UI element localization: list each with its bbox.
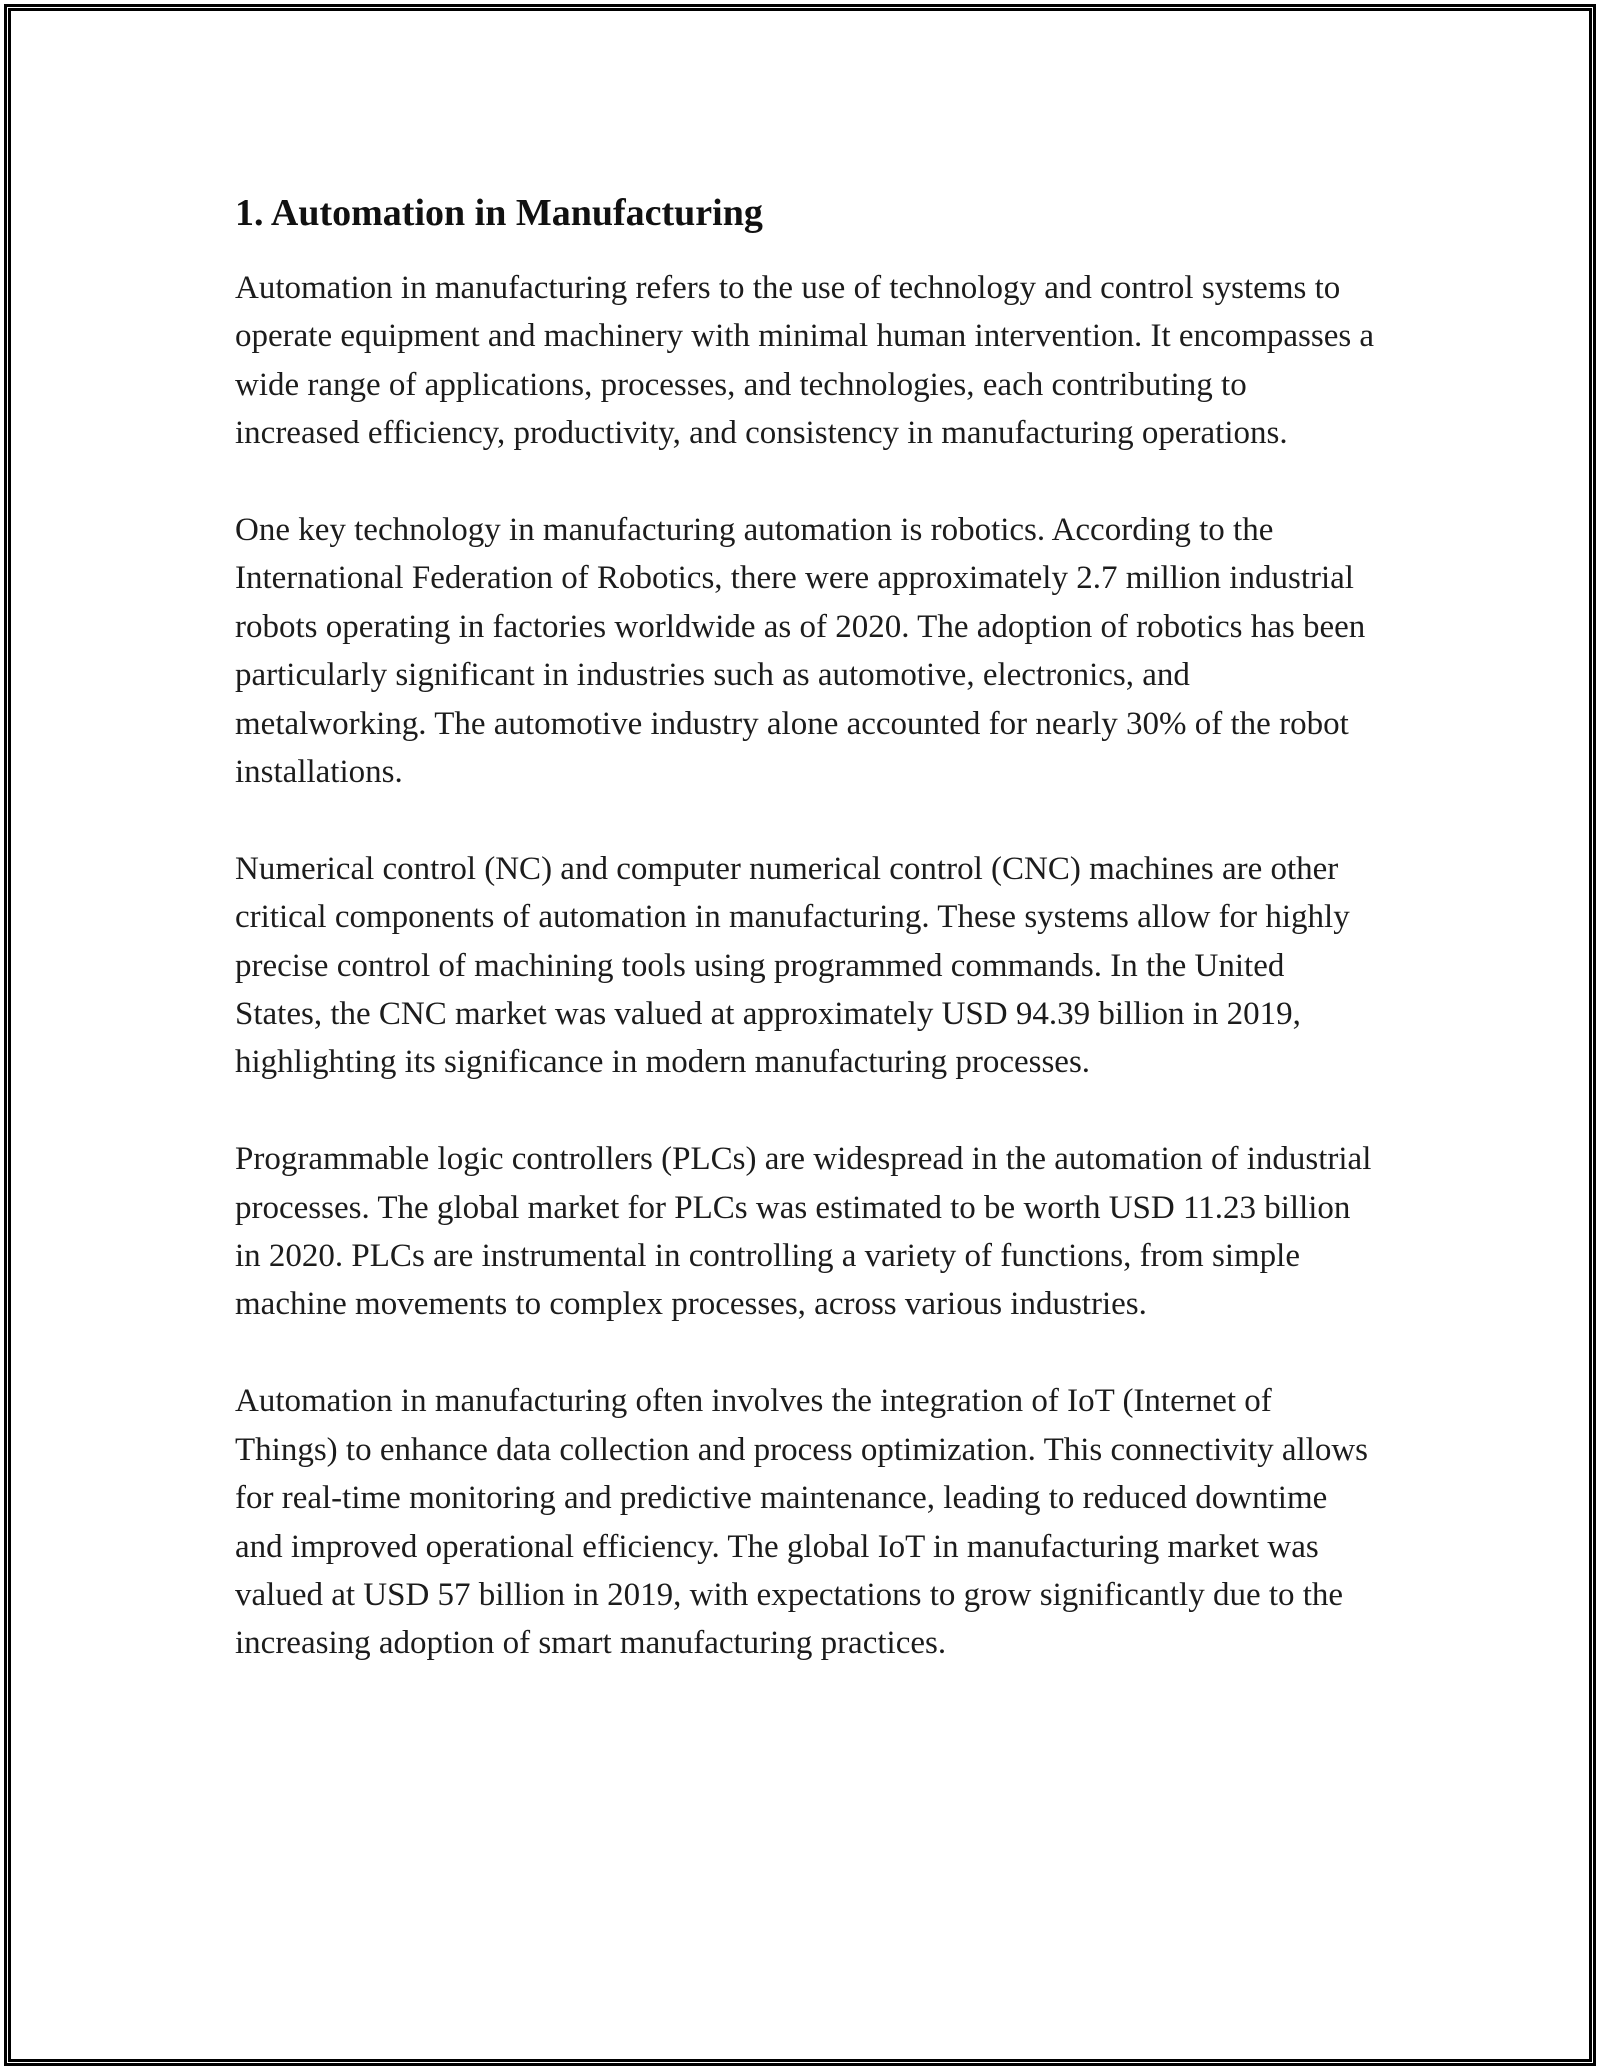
paragraph-cnc: Numerical control (NC) and computer numerical control (CNC) machines are other critical components of automation in manufacturing. These systems allow for highly precise control of machining tools using programmed commands. In the United States, the CNC market was valued at approximately USD 94.39 billion in 2019, highlighting its significance in modern manufacturing processes.: [235, 850, 1350, 1081]
document-body: [235, 188, 1375, 1668]
section-title: 1. Automation in Manufacturing: [235, 192, 763, 234]
paragraph-plc: Programmable logic controllers (PLCs) are widespread in the automation of industrial processes. The global market for PLCs was estimated to be worth USD 11.23 billion in 2020. PLCs are instrumental in controlling a variety of functions, from simple machine movements to complex processes, across various industries.: [235, 1141, 1372, 1323]
paragraph-iot: Automation in manufacturing often involves the integration of IoT (Internet of Things) to enhance data collection and process optimization. This connectivity allows for real-time monitoring and predictive maintenance, leading to reduced downtime and improved operational efficiency. The global IoT in manufacturing market was valued at USD 57 billion in 2019, with expectations to grow significantly due to the increasing adoption of smart manufacturing practices.: [235, 1383, 1369, 1662]
paragraph-robotics: One key technology in manufacturing automation is robotics. According to the International Federation of Robotics, there were approximately 2.7 million industrial robots operating in factories worldwide as of 2020. The adoption of robotics has been particularly significant in industries such as automotive, electronics, and metalworking. The automotive industry alone accounted for nearly 30% of the robot installations.: [235, 512, 1366, 791]
paragraph-intro: Automation in manufacturing refers to the use of technology and control systems to operate equipment and machinery with minimal human intervention. It encompasses a wide range of applications, processes, and technologies, each contributing to increased efficiency, productivity, and consistency in manufacturing operations.: [235, 270, 1375, 452]
